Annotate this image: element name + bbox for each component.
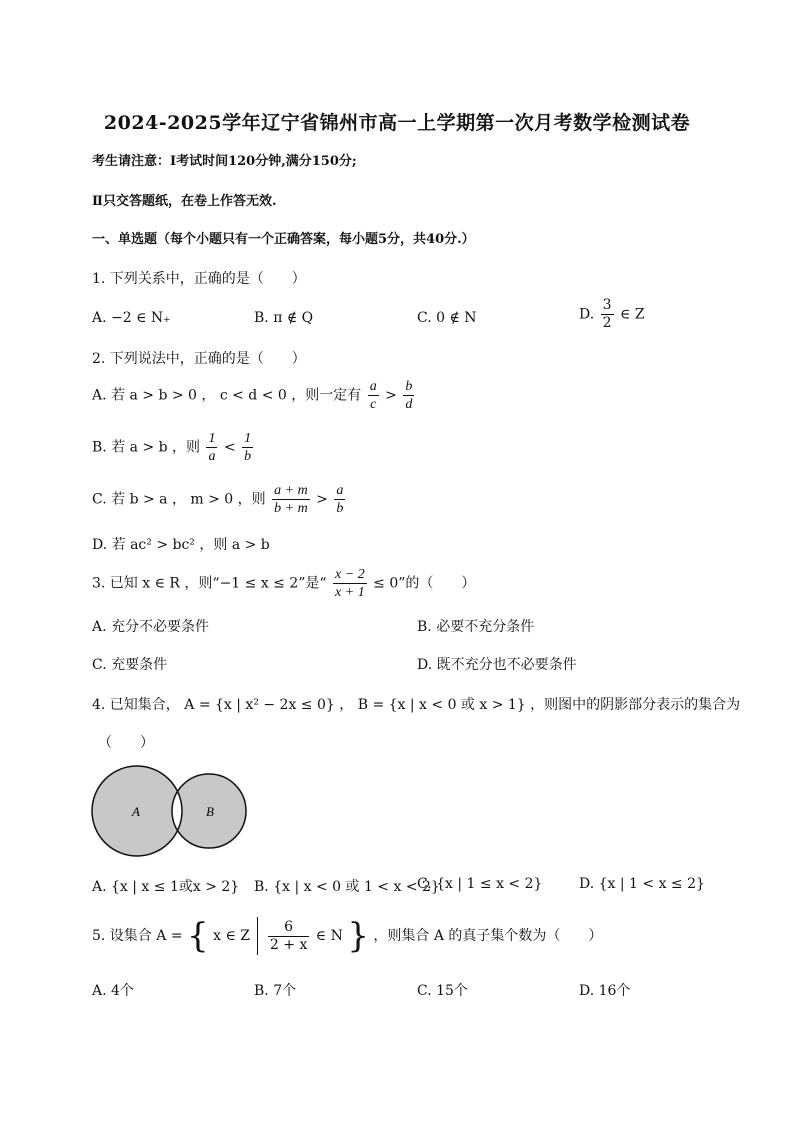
- question-4-paren: （ ）: [98, 735, 154, 751]
- question-3-stem: 3. 已知 x ∈ R ，则“−1 ≤ x ≤ 2”是“ $\frac{x - 2}{x + 1}$ ≤ 0”的（ ）: [92, 567, 476, 600]
- question-1-option-d: [579, 297, 645, 332]
- set-b-label: B: [206, 804, 214, 819]
- question-2-option-b: B. 若 a > b ，则 $\frac{1}{a}$ < $\frac{1}{b}$: [92, 431, 252, 464]
- venn-diagram: [90, 760, 250, 862]
- question-3-option-c: C. 充要条件: [92, 657, 168, 673]
- question-5-stem: 5. 设集合 A = { x ∈ Z $\frac{6}{2 + x}$ ∈ N } ，则集合 A 的真子集个数为（ ）: [92, 916, 603, 956]
- question-4-option-b: B. {x | x < 0 或 1 < x < 2}: [254, 879, 440, 895]
- question-2-option-d: D. 若 ac² > bc² ，则 a > b: [92, 537, 270, 553]
- fraction: $\frac{3}{2}$: [602, 297, 612, 331]
- option-d-label: D.: [579, 306, 595, 323]
- set-a-label: A: [132, 804, 140, 819]
- exam-note-1: 考生请注意：I考试时间120分钟,满分150分;: [92, 154, 357, 169]
- question-4-option-a: A. {x | x ≤ 1或x > 2}: [92, 879, 240, 895]
- question-5-option-d: D. 16个: [579, 983, 631, 999]
- question-5-option-b: B. 7个: [254, 983, 297, 999]
- question-5-option-c: C. 15个: [417, 983, 468, 999]
- question-3-option-b: B. 必要不充分条件: [417, 619, 535, 635]
- question-1-option-c: C. 0 ∉ N: [417, 310, 477, 326]
- question-4-option-c: C. {x | 1 ≤ x < 2}: [417, 876, 543, 892]
- question-4-option-d: D. {x | 1 < x ≤ 2}: [579, 876, 705, 892]
- question-3-option-a: A. 充分不必要条件: [92, 619, 210, 635]
- question-2-option-c: C. 若 b > a ， m > 0 ，则 $\frac{a + m}{b + m}$ > $\frac{a}{b}$: [92, 483, 344, 516]
- question-2-stem: 2. 下列说法中，正确的是（ ）: [92, 351, 306, 367]
- question-5-option-a: A. 4个: [92, 983, 134, 999]
- question-1-option-a: A. −2 ∈ N₊: [92, 310, 171, 326]
- question-1-option-b: B. π ∉ Q: [254, 310, 314, 326]
- section-heading: 一、单选题（每个小题只有一个正确答案，每小题5分，共40分.）: [92, 232, 475, 247]
- question-3-option-d: D. 既不充分也不必要条件: [417, 657, 577, 673]
- question-2-option-a: A. 若 a > b > 0 ， c < d < 0 ，则一定有 $\frac{a}{c}$ > $\frac{b}{d}$: [92, 379, 413, 412]
- option-d-rest: ∈ Z: [620, 306, 645, 323]
- exam-note-2: Ⅱ只交答题纸，在卷上作答无效.: [92, 194, 277, 209]
- page-title: 2024-2025学年辽宁省锦州市高一上学期第一次月考数学检测试卷: [103, 112, 691, 134]
- question-4-stem: 4. 已知集合， A = {x | x² − 2x ≤ 0} ， B = {x | x < 0 或 x > 1} ，则图中的阴影部分表示的集合为: [92, 697, 741, 713]
- question-1-stem: 1. 下列关系中，正确的是（ ）: [92, 271, 306, 287]
